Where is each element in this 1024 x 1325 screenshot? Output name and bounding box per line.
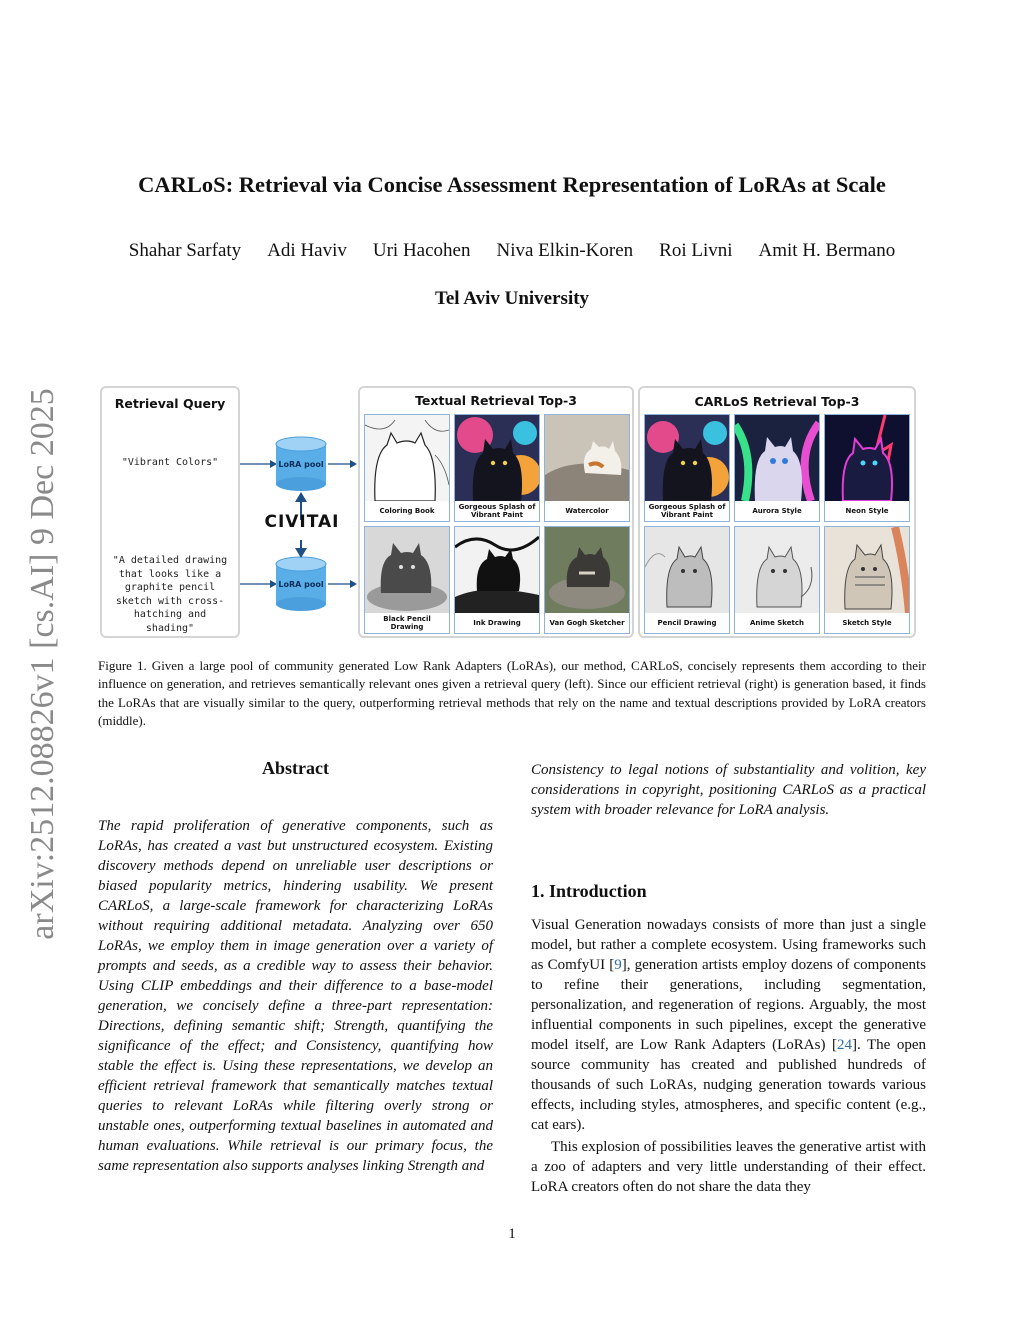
lora-pool-db-icon xyxy=(274,436,328,492)
result-thumbnail xyxy=(644,526,730,634)
author-list xyxy=(60,240,964,262)
result-thumbnail xyxy=(644,414,730,522)
civitai-logo: CIVITAI xyxy=(264,512,340,532)
thumbnail-caption: Pencil Drawing xyxy=(645,613,729,633)
thumbnail-caption: Aurora Style xyxy=(735,501,819,521)
result-thumbnail xyxy=(364,526,450,634)
result-thumbnail xyxy=(734,526,820,634)
lora-pool-label: LoRA pool xyxy=(278,460,324,469)
thumbnail-caption: Neon Style xyxy=(825,501,909,521)
carlos-retrieval-panel xyxy=(638,386,916,638)
textual-retrieval-title: Textual Retrieval Top-3 xyxy=(415,393,577,408)
author: Amit H. Bermano xyxy=(758,240,896,261)
citation-link[interactable]: 9 xyxy=(614,957,622,973)
intro-text: ], generation artists employ dozens of components to refine their generations, including segmentation, personalization, and regeneration of regions. Arguably, the most influential components in such pipelines, except the generative model itself, are Low Rank Adapters (LoRAs) [ xyxy=(531,957,926,1053)
author: Adi Haviv xyxy=(267,240,347,261)
query-panel-title: Retrieval Query xyxy=(114,396,226,411)
thumbnail-caption: Gorgeous Splash of Vibrant Paint xyxy=(645,501,729,521)
result-thumbnail xyxy=(364,414,450,522)
result-thumbnail xyxy=(454,526,540,634)
arxiv-stamp xyxy=(23,384,63,944)
result-thumbnail xyxy=(544,414,630,522)
result-thumbnail xyxy=(824,414,910,522)
introduction-paragraph xyxy=(531,915,926,1135)
intro-text: Visual Generation nowadays consists of more than just a single model, but rather a complete ecosystem. Using frameworks such as ComfyUI [ xyxy=(531,917,926,973)
thumbnail-caption: Black Pencil Drawing xyxy=(365,613,449,633)
abstract-heading: Abstract xyxy=(262,758,329,778)
figure-1 xyxy=(98,384,920,640)
introduction-heading: 1. Introduction xyxy=(531,881,647,901)
result-thumbnail xyxy=(734,414,820,522)
page-number: 1 xyxy=(508,1226,516,1242)
author: Roi Livni xyxy=(659,240,733,261)
query-text-1: "Vibrant Colors" xyxy=(121,457,219,468)
abstract-continuation: Consistency to legal notions of substantiality and volition, key considerations in copyright, positioning CARLoS as a practical system with broader relevance for LoRA analysis. xyxy=(531,762,926,818)
carlos-retrieval-title: CARLoS Retrieval Top-3 xyxy=(694,394,860,409)
author: Niva Elkin-Koren xyxy=(496,240,634,261)
result-thumbnail xyxy=(454,414,540,522)
intro-text: ]. The open source community has created and published hundreds of thousands of such LoRAs, nudging generation towards various effects, including styles, atmospheres, and specific content (e.g., cat ears). xyxy=(531,1037,926,1133)
thumbnail-caption: Van Gogh Sketcher xyxy=(545,613,629,633)
textual-retrieval-panel xyxy=(358,386,634,638)
thumbnail-caption: Watercolor xyxy=(545,501,629,521)
retrieval-query-panel xyxy=(100,386,240,638)
thumbnail-caption: Ink Drawing xyxy=(455,613,539,633)
author: Shahar Sarfaty xyxy=(128,240,242,261)
result-thumbnail xyxy=(824,526,910,634)
arrows-pool-to-results xyxy=(328,384,360,640)
author: Uri Hacohen xyxy=(372,240,471,261)
result-thumbnail xyxy=(544,526,630,634)
paper-title: CARLoS: Retrieval via Concise Assessment Representation of LoRAs at Scale xyxy=(138,172,886,197)
arxiv-id: arXiv:2512.08826v1 [cs.AI] 9 Dec 2025 xyxy=(24,388,61,940)
thumbnail-caption: Sketch Style xyxy=(825,613,909,633)
thumbnail-caption: Coloring Book xyxy=(365,501,449,521)
query-text-2: "A detailed drawing that looks like a graphite pencil sketch with cross-hatching and shading" xyxy=(112,555,228,634)
citation-link[interactable]: 24 xyxy=(837,1037,852,1053)
abstract-text: The rapid proliferation of generative components, such as LoRAs, has created a vast but unstructured ecosystem. Existing discovery methods depend on unreliable user descriptions or biased popularity metrics, hindering usability. We present CARLoS, a large-scale framework for characterizing LoRAs without requiring additional metadata. Analyzing over 650 LoRAs, we employ them in image generation over a variety of prompts and seeds, as a credible way to assess their behavior. Using CLIP embeddings and their difference to a base-model generation, we concisely define a three-part representation: Directions, defining semantic shift; Strength, quantifying the significance of the effect; and Consistency, quantifying how stable the effect is. Using these representations, we develop an efficient retrieval framework that semantically matches textual queries to relevant LoRAs while filtering overly strong or unstable ones, outperforming textual baselines in automated and human evaluations. While retrieval is our primary focus, the same representation also supports analyses linking Strength and xyxy=(98,818,493,1174)
thumbnail-caption: Anime Sketch xyxy=(735,613,819,633)
figure-caption: Figure 1. Given a large pool of community generated Low Rank Adapters (LoRAs), our method, CARLoS, concisely represents them according to their influence on generation, and retrieves semantically relevant ones given a retrieval query (left). Since our efficient retrieval (right) is generation based, it finds the LoRAs that are visually similar to the query, outperforming retrieval methods that rely on the name and textual descriptions provided by LoRA creators (middle). xyxy=(98,658,926,729)
lora-pool-db-icon xyxy=(274,556,328,612)
lora-pool-label: LoRA pool xyxy=(278,580,324,589)
introduction-paragraph: This explosion of possibilities leaves the generative artist with a zoo of adapters and very little understanding of their effect. LoRA creators often do not share the data they xyxy=(531,1139,926,1195)
thumbnail-caption: Gorgeous Splash of Vibrant Paint xyxy=(455,501,539,521)
affiliation: Tel Aviv University xyxy=(434,288,590,309)
